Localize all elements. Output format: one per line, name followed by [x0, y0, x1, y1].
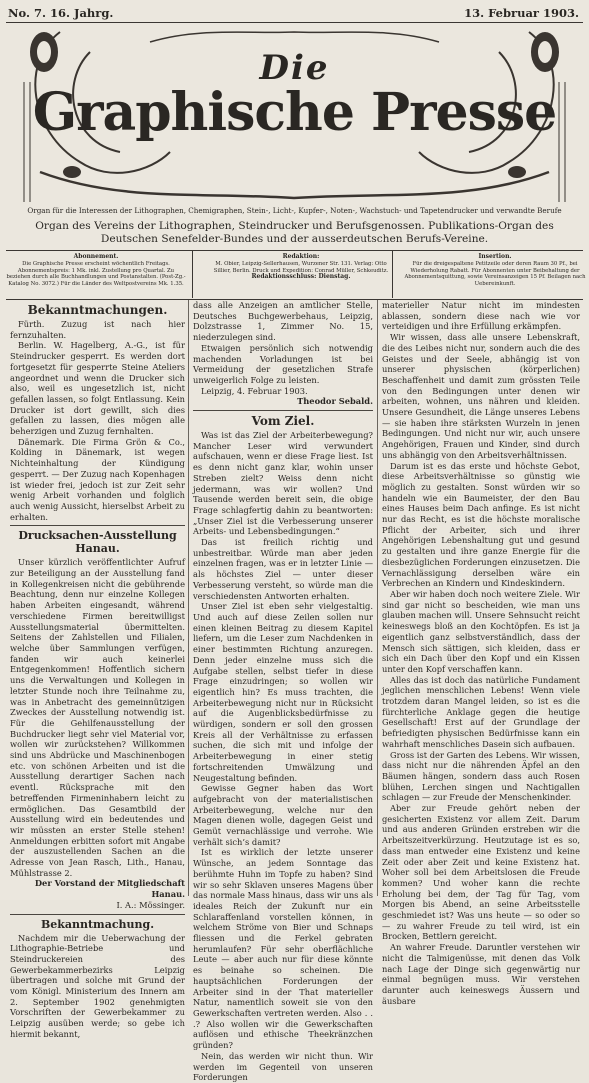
section-rule: [10, 914, 185, 915]
redaktion-heading: Redaktion:: [282, 253, 320, 260]
title-graphische-presse: Graphische Presse: [32, 82, 557, 143]
redaktion-close: Redaktionsschluss: Dienstag.: [251, 273, 351, 281]
paragraph: Aber zur Freude gehört neben der gesicherten Existenz vor allem Zeit. Darum und aus anderen Gründen erstreben wir die Arbeitszeitverkürzung. Heutzutage ist es so, dass man entweder eine Existenz und keine Zeit oder aber Zeit und keine Existenz hat. Woher soll bei dem Arbeitslosen die Freude kommen? Und woher kann die rechte Erholung bei dem, der Tag für Tag, vom Morgen bis Abend, an seine Arbeitsstelle geschmiedet ist? Was uns heute — so oder so — zu wahrer Freude zu teil wird, ist ein Brocken, Bettlern gereicht.: [382, 803, 580, 942]
paragraph: Ist es wirklich der letzte unserer Wünsche, an jedem Sonntage das berühmte Huhn im Topfe zu haben? Sind wir so sehr Sklaven unseres Magens über das normale Mass hinaus, dass wir uns als ideales Reich der Zukunft nur ein Schlaraffenland vorstellen können, in welchem Ströme von Bier und Schnaps fliessen und die Ferkel gebraten herumlaufen? Für sehr oberflächliche Leute — aber auch nur für diese könnte es beinahe so scheinen. Die hauptsächlichen Forderungen der Arbeiter sind in der That materieller Natur, namentlich soweit sie von den Gewerkschaften vertreten werden. Also . . .? Also wollen wir die Gewerkschaften auflösen und ethische Theekränzchen gründen?: [193, 847, 373, 1051]
heading-bekanntmachung: Bekanntmachung.: [40, 917, 155, 931]
info-divider-2: [392, 250, 393, 298]
info-bar: [6, 250, 586, 300]
paragraph: Gross ist der Garten des Lebens. Wir wissen, dass nicht nur die nährenden Äpfel an den Bäumen hängen, sondern dass auch Rosen blühen, Lerchen singen und Nachtigallen schlagen — zur Freude der Menschenkinder.: [382, 749, 580, 803]
abonnement-text: Die Graphische Presse erscheint wöchentlich Freitags. Abonnementspreis: 1 Mk. inkl. Zustellung pro Quartal. Zu beziehen durch alle Buchhandlungen und Postanstalten. (Post-Zg.-Katalog No. 3072.) Für die Länder des Weltpostvereins Mk. 1.35.: [6, 261, 186, 287]
paragraph: Nachdem mir die Ueberwachung der Lithographie-Betriebe und Steindruckereien des Gewerbekammerbezirks Leipzig übertragen und solche mit Grund der vom Königl. Ministerium des Innern am 2. September 1902 genehmigten Vorschriften der Gewerbekammer zu Leipzig ausüben werde; so gebe ich hiermit bekannt,: [10, 932, 185, 1039]
paragraph-dateline: Leipzig, 4. Februar 1903.: [201, 385, 308, 396]
paragraph: Aber wir haben doch noch weitere Ziele. Wir sind gar nicht so bescheiden, wie man uns glauben machen will. Unsere Sehnsucht reicht keineswegs bloß an den Kochtöpfen. Es ist ja eigentlich ganz selbstverständlich, dass der Mensch sich sättigen, sich kleiden, dass er sich ein Dach über den Kopf und ein Kissen unter den Kopf verschaffen kann.: [382, 588, 580, 674]
paragraph: An wahrer Freude. Daruntler verstehen wir nicht die Talmigenüsse, mit denen das Volk nach Lage der Dinge sich gegenwärtig nur einmal begnügen muss. Wir verstehen darunter auch keineswegs Äussern und äusbare: [382, 942, 580, 1006]
masthead-title: [0, 48, 589, 143]
insertion-text: Für die dreigespaltene Petitzeile oder deren Raum 30 Pf., bei Wiederholung Rabatt. Für Abonnenten unter Beibehaltung der Abonnementsquittung, sowie Vereinsanzeigen 15 Pf. Beilagen nach Uebereinkunft.: [404, 261, 586, 287]
abonnement-box: [6, 254, 186, 287]
subtitle-organ: Organ des Vereins der Lithographen, Steindrucker und Berufsgenossen. Publikations-Organ des Deutschen Senefelder-Bundes und der ausserdeutschen Berufs-Vereine.: [35, 220, 554, 245]
signature-name: I. A.: Mössinger.: [116, 899, 185, 910]
paragraph: Fürth. Zuzug ist nach hier fernzuhalten.: [10, 319, 185, 340]
info-divider-1: [192, 250, 193, 298]
paragraph: Wir wissen, dass alle unsere Lebenskraft, die des Leibes nicht nur, sondern auch die des Geistes und der Seele, abhängig ist von unserer physischen (körperlichen) Beschaffenheit und damit zum grössten Teile von den Bedingungen unter denen wir arbeiten, wohnen, uns nähren und kleiden. Unsere Gesundheit, die Länge unseres Lebens — sie haben ihre stärksten Wurzeln in jenen Bedingungen. Und nicht nur wir, auch unsere Angehörigen, Frauen und Kinder, sind durch uns abhängig von den Arbeitsverhältnissen.: [382, 332, 580, 460]
abonnement-heading: Abonnement.: [73, 253, 119, 260]
paragraph: Dänemark. Die Firma Grön & Co., Kolding in Dänemark, ist wegen Nichteinhaltung der Kündigung gesperrt. — Der Zuzug nach Kopenhagen ist wieder frei, jedoch ist zur Zeit sehr wenig Arbeit vorhanden und folglich auch wenig Aussicht, hierselbst Arbeit zu erhalten.: [10, 436, 185, 522]
column-divider-1: [188, 300, 189, 896]
column-b: [193, 300, 373, 1083]
paragraph: Berlin. W. Hagelberg, A.-G., ist für Steindrucker gesperrt. Es werden dort fortgesetzt für gesperrte Steine Ateliers angeordnet und wenn die Drucker sich also, weil es ungesetzlich ist, nicht gefallen lassen, so folgt Entlassung. Kein Drucker ist dort gewillt, sich dies gefallen zu lassen, dies mögen alle beherzigen und Zuzug fernhalten.: [10, 340, 185, 437]
heading-bekanntmachungen: Bekanntmachungen.: [27, 303, 168, 317]
insertion-heading: Insertion.: [478, 253, 512, 260]
paragraph: Gewisse Gegner haben das Wort aufgebracht von der materialistischen Arbeiterbewegung, welche nur den Magen dienen wolle, dagegen Geist und Gemüt vernachlässige und verrohe. Wie verhält sich’s damit?: [193, 783, 373, 847]
paragraph: Was ist das Ziel der Arbeiterbewegung? Mancher Leser wird verwundert aufschauen, wenn er diese Frage liest. Ist es denn nicht ganz klar, wohin unser Streben zielt? Weiss denn nicht jedermann, was wir wollen? Und Tausende werden bereit sein, die obige Frage schlagfertig dahin zu beantworten: „Unser Ziel ist die Verbesserung unserer Arbeits- und Lebensbedingungen.“: [193, 430, 373, 537]
paragraph: materieller Natur nicht im mindesten ablassen, sondern diese nach wie vor verteidigen und ihre Erfüllung erkämpfen.: [382, 300, 580, 332]
paragraph: Unser kürzlich veröffentlichter Aufruf zur Beteiligung an der Ausstellung fand in Kollegenkreisen nicht die gebührende Beachtung, denn nur einzelne Kollegen haben Arbeiten eingesandt, während verschiedene Firmen bereitwilligst Ausstellungsmaterial übermittelten. Seitens der Zahlstellen und Filialen, welche über Sammlungen verfügen, fanden wir auch keinerlei Entgegenkommen! Hoffentlich sichern uns die Verwaltungen und Kollegen in letzter Stunde noch ihre Teilnahme zu, was in Anbetracht des gemeinnützigen Zweckes der Ausstellung notwendig ist. Für die Gehilfenausstellung der Buchdrucker liegt sehr viel Material vor, wollen wir zurückstehen? Willkommen sind uns Abdrücke und Maschinenbogen etc. von schönen Arbeiten und ist die Ausstellung derartiger Sachen nach eventl. Rücksprache mit den betreffenden Firmeninhabern leicht zu ermöglichen. Das Gesamtbild der Ausstellung wird ein bedeutendes und wir müssten an erster Stelle stehen! Anmeldungen erbitten sofort mit Angabe der auszustellenden Sachen an die Adresse von Jean Rasch, Lith., Hanau, Mühlstrasse 2.: [10, 557, 185, 878]
column-divider-2: [377, 300, 378, 896]
paragraph: Nein, das werden wir nicht thun. Wir werden im Gegenteil von unseren Forderungen: [193, 1050, 373, 1083]
issue-number: No. 7. 16. Jahrg.: [8, 6, 114, 20]
signature-sebald: Theodor Sebald.: [297, 396, 373, 407]
section-rule: [10, 525, 185, 526]
redaktion-box: [206, 254, 396, 282]
paragraph: Unser Ziel ist eben sehr vielgestaltig. Und auch auf diese Zeilen sollen nur einen kleinen Beitrag zu diesem Kapitel liefern, um die Leser zum Nachdenken in einer bestimmten Richtung anzuregen. Denn jeder einzelne muss sich die Aufgabe stellen, selbst tiefer in diese Frage einzudringen; so wollen wir eigentlich hin? Es muss trachten, die Arbeiterbewegung nicht nur in Rücksicht auf die Augenblicksbedürfnisse zu würdigen, sondern er soll den grossen Kreis all der Verhältnisse zu erfassen suchen, die sich mit und infolge der Arbeiterbewegung in einer stetig fortschreitenden Umwälzung und Neugestaltung befinden.: [193, 601, 373, 783]
issue-date: 13. Februar 1903.: [464, 6, 579, 20]
heading-vom-ziel: Vom Ziel.: [251, 414, 315, 429]
column-c: [382, 300, 580, 1006]
paragraph: Alles das ist doch das natürliche Fundament jeglichen menschlichen Lebens! Wenn viele trotzdem daran Mangel leiden, so ist es die fürchterliche Anklage gegen die heutige Gesellschaft! Erst auf der Grundlage der befriedigten physischen Bedürfnisse kann ein wahrhaft menschliches Dasein sich aufbauen.: [382, 674, 580, 749]
section-rule: [193, 410, 373, 411]
paragraph: Etwaigen persönlich sich notwendig machenden Vorladungen ist bei Vermeidung der gesetzlichen Strafe unweigerlich Folge zu leisten.: [193, 342, 373, 385]
redaktion-text: M. Obier, Leipzig-Sellerhausen, Wurzener Str. 131. Verlag: Otto Sillier, Berlin. Druck und Expedition: Conrad Müller, Schkeuditz.: [213, 261, 389, 274]
column-a: [10, 300, 185, 1040]
heading-drucksachen-ausstellung: Drucksachen-Ausstellung Hanau.: [18, 529, 177, 556]
paragraph: Das ist freilich richtig und unbestreitbar. Würde man aber jeden einzelnen fragen, was er in letzter Linie — als höchstes Ziel — unter dieser Verbesserung versteht, so würde man die verschiedensten Antworten erhalten.: [193, 537, 373, 601]
paragraph: Darum ist es das erste und höchste Gebot, diese Arbeitsverhältnisse so günstig wie möglich zu gestalten. Sonst würden wir so handeln wie ein Baumeister, der den Bau eines Hauses beim Dach anfinge. Es ist nicht nur das Recht, es ist die höchste moralische Pflicht der Arbeiter, sich und ihrer Angehörigen Lebenshaltung gut und gesund zu gestalten und ihre ganze Energie für die diesbezüglichen Forderungen einzusetzen. Die Vernachlässigung derselben wäre ein Verbrechen an Kindern und Kindeskindern.: [382, 460, 580, 589]
subtitle-interests: Organ für die Interessen der Lithographen, Chemigraphen, Stein-, Licht-, Kupfer-, Noten-, Wachstuch- und Tapetendrucker und verwandte Berufe: [27, 206, 562, 215]
signature-vorstand: Der Vorstand der Mitgliedschaft Hanau.: [34, 878, 185, 900]
title-die: Die: [259, 48, 330, 88]
paragraph: dass alle Anzeigen an amtlicher Stelle, Deutsches Buchgewerbehaus, Leipzig, Dolzstrasse 1, Zimmer No. 15, niederzulegen sind.: [193, 300, 373, 343]
insertion-box: [401, 254, 589, 287]
